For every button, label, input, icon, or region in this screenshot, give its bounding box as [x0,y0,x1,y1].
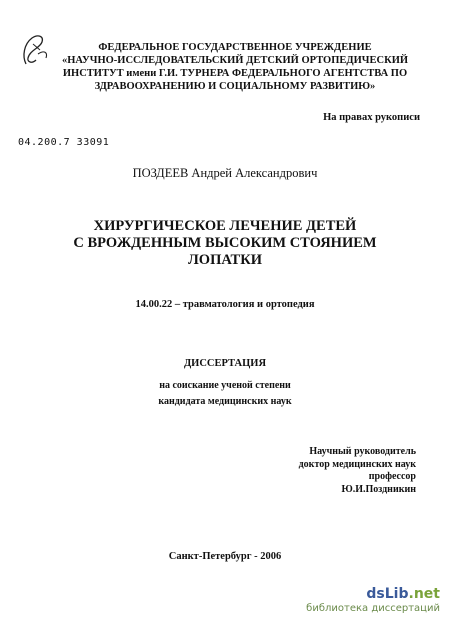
city-year: Санкт-Петербург - 2006 [168,551,282,562]
specialty-code: 14.00.22 – травматология и ортопедия [135,299,315,310]
supervisor-line: Научный руководитель [309,446,416,457]
institution-line: ИНСТИТУТ имени Г.И. ТУРНЕРА ФЕДЕРАЛЬНОГО АГЕНТСТВА ПО [62,68,408,79]
degree-line: кандидата медицинских наук [158,396,292,407]
document-type: ДИССЕРТАЦИЯ [183,358,267,369]
degree-line: на соискание ученой степени [159,380,291,391]
supervisor-line: доктор медицинских наук [298,458,416,470]
institution-header [40,41,430,93]
supervisor-line: профессор [368,471,416,482]
title-line: С ВРОЖДЕННЫМ ВЫСОКИМ СТОЯНИЕМ [73,235,377,251]
dissertation-title [0,218,450,269]
supervisor-line: Ю.И.Поздникин [341,483,416,495]
institution-line: ЗДРАВООХРАНЕНИЮ И СОЦИАЛЬНОМУ РАЗВИТИЮ» [94,81,376,92]
institution-line: «НАУЧНО-ИССЛЕДОВАТЕЛЬСКИЙ ДЕТСКИЙ ОРТОПЕДИЧЕСКИЙ [61,55,409,66]
title-line: ХИРУРГИЧЕСКОЕ ЛЕЧЕНИЕ ДЕТЕЙ [93,218,357,234]
author-name: ПОЗДЕЕВ Андрей Александрович [132,166,318,180]
registration-code: 04.200.7 33091 [18,137,110,148]
manuscript-rights-note: На правах рукописи [323,112,420,123]
institution-line: ФЕДЕРАЛЬНОЕ ГОСУДАРСТВЕННОЕ УЧРЕЖДЕНИЕ [98,42,372,53]
watermark-brand-prefix: dsLib [366,586,409,602]
supervisor-block [299,446,416,496]
watermark-tagline: библиотека диссертаций [306,603,440,614]
watermark-brand-suffix: .net [408,586,440,602]
title-line: ЛОПАТКИ [187,252,263,268]
watermark-brand [306,586,440,602]
degree-info [0,378,450,410]
dslib-watermark[interactable] [306,586,440,615]
